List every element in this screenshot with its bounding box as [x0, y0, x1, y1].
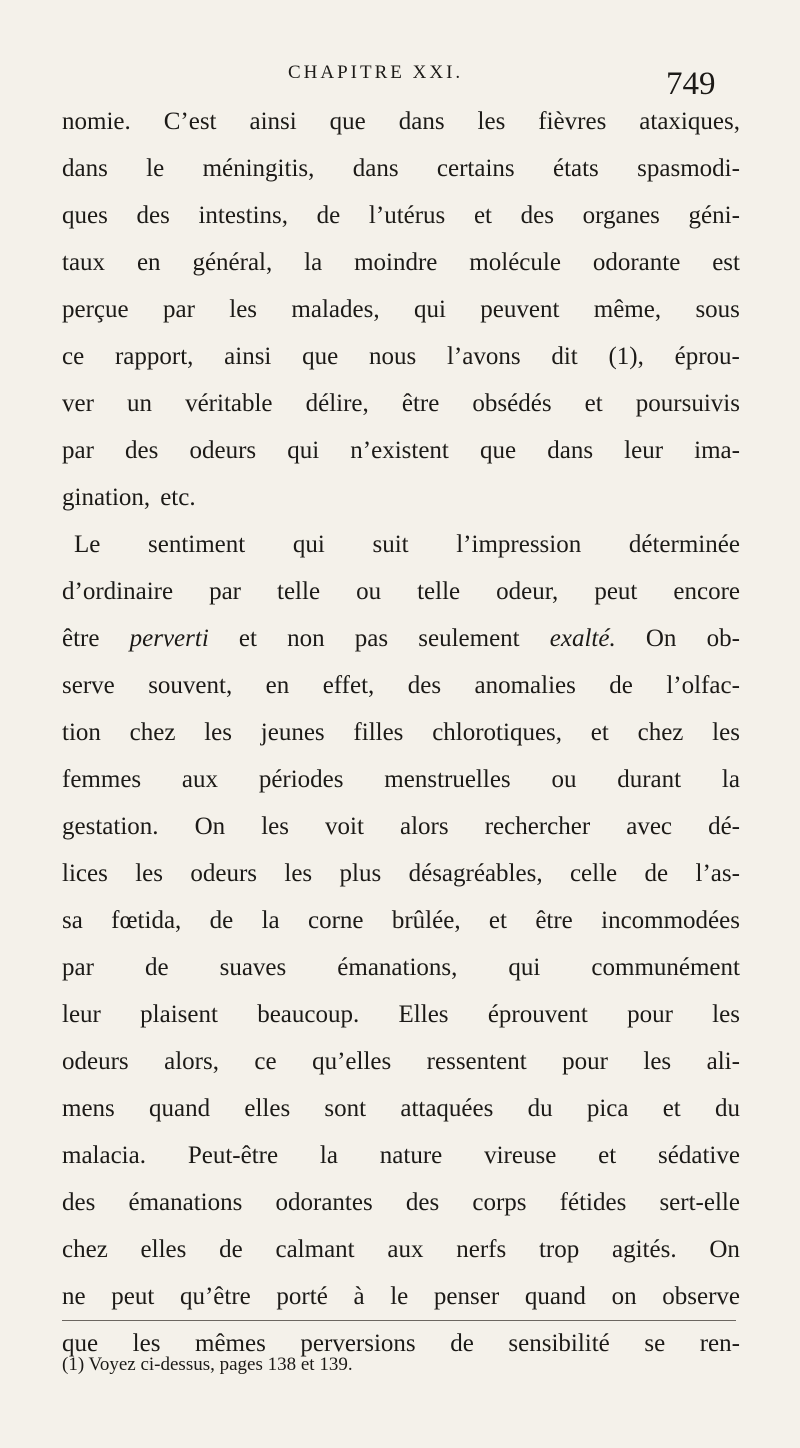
text-line — [62, 615, 740, 662]
word: qui — [287, 437, 320, 464]
word: qui — [292, 531, 325, 558]
word: mens — [62, 1095, 115, 1122]
word: de — [644, 860, 669, 887]
word: exalté. — [549, 625, 616, 652]
text-line — [62, 662, 740, 709]
word: par — [62, 437, 94, 464]
text-line — [62, 991, 740, 1038]
word: des — [125, 437, 159, 464]
running-head: CHAPITRE XXI. — [288, 62, 464, 83]
word: des — [407, 672, 442, 699]
word: périodes — [258, 766, 344, 793]
word: anomalies — [474, 672, 576, 699]
word: des — [62, 1189, 96, 1216]
word: non — [287, 625, 325, 652]
word: qui — [413, 296, 446, 323]
word: chez — [62, 1236, 108, 1263]
word: et — [590, 719, 609, 746]
word: les — [135, 860, 163, 887]
word: corps — [472, 1189, 527, 1216]
word: chez — [129, 719, 176, 746]
text-line — [62, 1038, 740, 1085]
word: à — [353, 1283, 365, 1310]
word: et — [584, 390, 603, 417]
word: ques — [62, 202, 108, 229]
text-line — [62, 286, 740, 333]
word: sa — [62, 907, 83, 934]
word: attaquées — [400, 1095, 494, 1122]
text-line — [62, 145, 740, 192]
word: aux — [181, 766, 219, 793]
word: les — [712, 719, 740, 746]
word: durant — [617, 766, 682, 793]
text-line — [62, 1273, 740, 1320]
word: chez — [637, 719, 684, 746]
word: qu’elles — [312, 1048, 392, 1075]
word: que — [480, 437, 517, 464]
word: le — [146, 155, 165, 182]
text-line — [62, 850, 740, 897]
body-text — [62, 98, 740, 1367]
word: se — [644, 1330, 666, 1357]
word: l’olfac- — [666, 672, 740, 699]
word: les — [284, 860, 313, 887]
word: général, — [192, 249, 273, 276]
text-line — [62, 521, 740, 568]
word: du — [527, 1095, 553, 1122]
word: sous — [695, 296, 740, 323]
word: Le — [74, 531, 101, 558]
word: perçue — [62, 296, 129, 323]
word: l’as- — [695, 860, 740, 887]
word: spasmodi- — [637, 155, 740, 182]
footnote-rule — [62, 1320, 736, 1321]
word: trop — [538, 1236, 580, 1263]
word: femmes — [62, 766, 142, 793]
word: ce — [254, 1048, 277, 1075]
word: molécule — [469, 249, 561, 276]
word: le — [390, 1283, 409, 1310]
word: nous — [368, 343, 417, 370]
word: du — [714, 1095, 740, 1122]
word: leur — [62, 1001, 101, 1028]
word: l’avons — [446, 343, 521, 370]
word: certains — [436, 155, 515, 182]
word: fétides — [559, 1189, 627, 1216]
word: géni- — [688, 202, 740, 229]
word: telle — [417, 578, 461, 605]
word: celle — [569, 860, 618, 887]
text-line — [62, 897, 740, 944]
word: peut — [594, 578, 638, 605]
word: telle — [277, 578, 321, 605]
word: malacia. — [62, 1142, 146, 1169]
text-line — [62, 709, 740, 756]
word: la — [319, 1142, 338, 1169]
word: corne — [307, 907, 364, 934]
word: de — [450, 1330, 474, 1357]
word: d’ordinaire — [62, 578, 174, 605]
word: aux — [387, 1236, 424, 1263]
text-line — [62, 192, 740, 239]
word: fièvres — [538, 108, 607, 135]
text-line — [62, 1179, 740, 1226]
word: émanations, — [337, 954, 458, 981]
word: sert-elle — [659, 1189, 740, 1216]
word: un — [127, 390, 152, 417]
word: que — [329, 108, 366, 135]
word: Elles — [398, 1001, 449, 1028]
word: intestins, — [198, 202, 289, 229]
word: poursuivis — [635, 390, 740, 417]
word: les — [229, 296, 258, 323]
word: malades, — [291, 296, 380, 323]
word: qui — [508, 954, 541, 981]
word: gination, — [62, 484, 151, 511]
word: en — [136, 249, 161, 276]
word: rechercher — [484, 813, 591, 840]
text-line — [62, 568, 740, 615]
word: et — [238, 625, 257, 652]
word: la — [304, 249, 323, 276]
page-number: 749 — [666, 66, 716, 102]
word: gestation. — [62, 813, 159, 840]
word: avec — [626, 813, 673, 840]
word: odorante — [592, 249, 681, 276]
word: effet, — [322, 672, 375, 699]
word: plaisent — [140, 1001, 218, 1028]
word: pour — [562, 1048, 608, 1075]
word: suit — [372, 531, 409, 558]
text-line — [62, 1226, 740, 1273]
word: pour — [627, 1001, 673, 1028]
word: sentiment — [148, 531, 246, 558]
word: odeurs — [189, 437, 257, 464]
word: dans — [62, 155, 108, 182]
word: elles — [244, 1095, 291, 1122]
word: On — [645, 625, 677, 652]
word: ainsi — [224, 343, 272, 370]
word: ver — [62, 390, 94, 417]
word: les — [477, 108, 506, 135]
word: agités. — [612, 1236, 677, 1263]
word: alors, — [164, 1048, 219, 1075]
word: vireuse — [484, 1142, 557, 1169]
word: organes — [582, 202, 660, 229]
word: en — [265, 672, 290, 699]
word: et — [662, 1095, 681, 1122]
word: sensibilité — [508, 1330, 610, 1357]
word: que — [302, 343, 339, 370]
word: les — [204, 719, 233, 746]
word: des — [520, 202, 554, 229]
word: incommodées — [601, 907, 740, 934]
word: l’impression — [456, 531, 582, 558]
word: des — [136, 202, 170, 229]
word: perversions — [300, 1330, 416, 1357]
word: dans — [547, 437, 594, 464]
word: les — [712, 1001, 740, 1028]
word: de — [316, 202, 341, 229]
word: fœtida, — [111, 907, 182, 934]
word: ou — [356, 578, 382, 605]
word: alors — [400, 813, 449, 840]
word: les — [261, 813, 289, 840]
text-line — [62, 756, 740, 803]
word: nerfs — [456, 1236, 507, 1263]
text-line — [62, 1132, 740, 1179]
word: de — [609, 672, 633, 699]
word: que — [62, 1330, 99, 1357]
word: taux — [62, 249, 106, 276]
word: (1), — [608, 343, 644, 370]
word: des — [405, 1189, 440, 1216]
word: dans — [398, 108, 445, 135]
word: etc. — [160, 484, 196, 511]
word: de — [144, 954, 169, 981]
word: est — [712, 249, 740, 276]
text-line — [62, 333, 740, 380]
word: filles — [353, 719, 404, 746]
word: odeurs — [62, 1048, 129, 1075]
word: perverti — [129, 625, 209, 652]
word: quand — [524, 1283, 586, 1310]
word: chlorotiques, — [432, 719, 563, 746]
word: leur — [624, 437, 664, 464]
word: tion — [62, 719, 101, 746]
word: nature — [379, 1142, 443, 1169]
word: calmant — [275, 1236, 355, 1263]
word: être — [401, 390, 440, 417]
word: penser — [433, 1283, 500, 1310]
word: rapport, — [114, 343, 194, 370]
word: on — [611, 1283, 637, 1310]
word: serve — [62, 672, 115, 699]
word: ataxiques, — [639, 108, 740, 135]
word: la — [261, 907, 280, 934]
word: être — [62, 625, 100, 652]
word: ressentent — [426, 1048, 527, 1075]
word: communément — [591, 954, 740, 981]
word: peuvent — [480, 296, 560, 323]
text-line — [62, 427, 740, 474]
word: dé- — [708, 813, 740, 840]
word: états — [552, 155, 599, 182]
word: beaucoup. — [257, 1001, 360, 1028]
word: ainsi — [249, 108, 297, 135]
word: moindre — [354, 249, 438, 276]
word: porté — [276, 1283, 328, 1310]
word: elles — [140, 1236, 187, 1263]
word: l’utérus — [368, 202, 446, 229]
word: de — [209, 907, 234, 934]
word: C’est — [163, 108, 217, 135]
word: mêmes — [195, 1330, 266, 1357]
word: ou — [551, 766, 577, 793]
word: et — [598, 1142, 617, 1169]
word: pica — [586, 1095, 629, 1122]
word: et — [488, 907, 507, 934]
word: odeur, — [496, 578, 559, 605]
word: dit — [551, 343, 578, 370]
word: ce — [62, 343, 85, 370]
word: désagréables, — [408, 860, 543, 887]
word: qu’être — [179, 1283, 251, 1310]
word: menstruelles — [384, 766, 511, 793]
word: les — [132, 1330, 161, 1357]
text-line — [62, 380, 740, 427]
word: voit — [325, 813, 364, 840]
word: souvent, — [148, 672, 233, 699]
word: encore — [673, 578, 740, 605]
word: délire, — [305, 390, 369, 417]
word: n’existent — [350, 437, 449, 464]
word: déterminée — [628, 531, 740, 558]
word: seulement — [418, 625, 520, 652]
word: véritable — [185, 390, 273, 417]
word: peut — [111, 1283, 155, 1310]
word: On — [194, 813, 226, 840]
word: les — [643, 1048, 672, 1075]
word: méningitis, — [202, 155, 315, 182]
word: pas — [354, 625, 389, 652]
word: On — [709, 1236, 740, 1263]
word: lices — [62, 860, 108, 887]
word: sédative — [658, 1142, 740, 1169]
footnote: (1) Voyez ci-dessus, pages 138 et 139. — [62, 1354, 353, 1375]
text-line — [62, 98, 740, 145]
word: émanations — [128, 1189, 243, 1216]
word: brûlée, — [391, 907, 461, 934]
word: ren- — [699, 1330, 740, 1357]
word: ima- — [694, 437, 740, 464]
word: éprouvent — [487, 1001, 588, 1028]
word: même, — [593, 296, 662, 323]
word: quand — [149, 1095, 211, 1122]
word: suaves — [219, 954, 287, 981]
word: odorantes — [275, 1189, 373, 1216]
text-line — [62, 1085, 740, 1132]
word: et — [473, 202, 492, 229]
text-line — [62, 239, 740, 286]
text-line — [62, 944, 740, 991]
word: observe — [662, 1283, 740, 1310]
word: nomie. — [62, 108, 131, 135]
word: jeunes — [260, 719, 325, 746]
word: obsédés — [472, 390, 552, 417]
word: par — [62, 954, 94, 981]
word: plus — [339, 860, 382, 887]
word: odeurs — [190, 860, 258, 887]
word: par — [162, 296, 195, 323]
word: de — [219, 1236, 243, 1263]
word: être — [535, 907, 573, 934]
text-line — [62, 474, 740, 521]
word: par — [209, 578, 241, 605]
text-line — [62, 803, 740, 850]
word: éprou- — [674, 343, 740, 370]
word: ali- — [706, 1048, 740, 1075]
word: ob- — [706, 625, 740, 652]
word: sont — [324, 1095, 367, 1122]
word: dans — [352, 155, 399, 182]
word: ne — [62, 1283, 86, 1310]
word: la — [721, 766, 740, 793]
word: Peut-être — [187, 1142, 279, 1169]
